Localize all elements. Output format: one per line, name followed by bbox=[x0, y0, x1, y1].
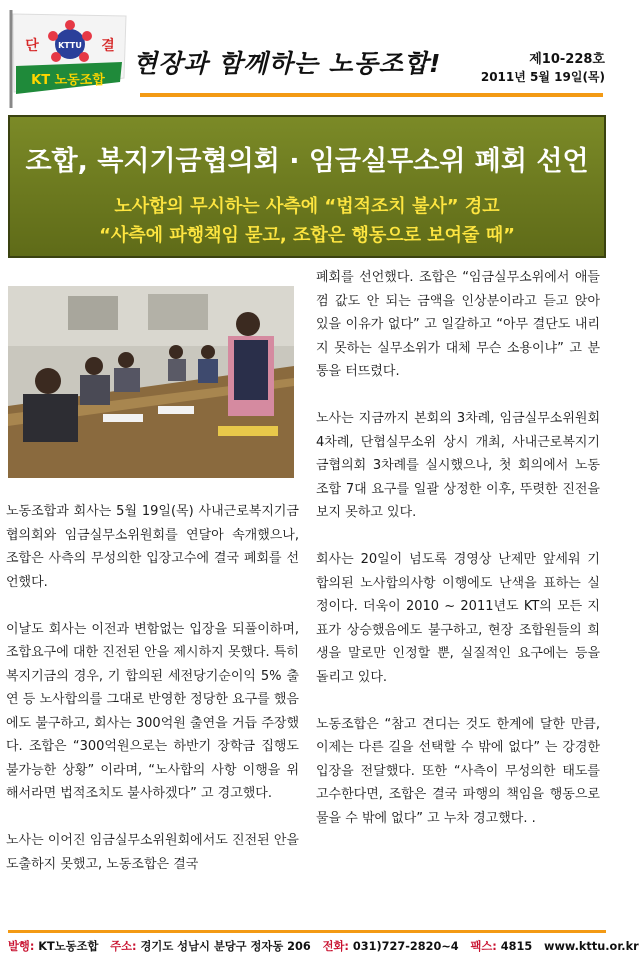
article-paragraph: 폐회를 선언했다. 조합은 “임금실무소위에서 애들 껌 값도 안 되는 금액을 인상분이라고 듣고 앉아 있을 이유가 없다” 고 일갈하고 “아무 결단도 내리지 못하는 실무소위가 대체 무슨 소용이냐” 고 분통을 터뜨렸다. bbox=[316, 270, 600, 379]
issue-number: 제10-228호 bbox=[529, 52, 605, 67]
flag-logo-text: KTTU bbox=[58, 41, 82, 50]
svg-text:KT 노동조합: KT 노동조합 bbox=[31, 73, 105, 88]
address-label: 주소: bbox=[110, 940, 137, 953]
publisher: KT노동조합 bbox=[38, 940, 99, 953]
newsletter-slogan: 현장과 함께하는 노동조합! bbox=[133, 49, 442, 78]
article-paragraph: 회사는 20일이 넘도록 경영상 난제만 앞세워 기 합의된 노사합의사항 이행에도 난색을 표하는 실정이다. 더욱이 2010 ~ 2011년도 KT의 모든 지표가 상승했음에도 불구하고, 현장 조합원들의 희생을 말로만 인정할 뿐, 실질적인 요구에는 등을 돌리고 있다. bbox=[316, 552, 600, 685]
article-paragraph: 노사는 지금까지 본회의 3차례, 임금실무소위원회 4차례, 단협실무소위 상시 개최, 사내근로복지기금협의회 3차례를 실시했으나, 첫 회의에서 노동조합 7대 요구를 일괄 상정한 이후, 뚜렷한 진전을 보지 못하고 있다. bbox=[316, 411, 600, 520]
svg-text:결: 결 bbox=[101, 38, 115, 54]
website-link[interactable]: www.kttu.or.kr bbox=[544, 940, 639, 953]
article-paragraph: 노동조합과 회사는 5월 19일(목) 사내근로복지기금협의회와 임금실무소위원회를 연달아 속개했으나, 조합은 사측의 무성의한 입장고수에 결국 폐회를 선언했다. bbox=[6, 504, 299, 590]
article-column-right bbox=[316, 266, 600, 830]
subheadline-1: 노사합의 무시하는 사측에 “법적조치 불사” 경고 bbox=[114, 196, 500, 217]
footer-divider bbox=[8, 930, 606, 933]
phone: 031)727-2820~4 bbox=[352, 940, 459, 953]
address: 경기도 성남시 분당구 정자동 206 bbox=[140, 940, 311, 953]
svg-text:단: 단 bbox=[25, 38, 39, 54]
meeting-photo bbox=[8, 286, 294, 478]
headline: 조합, 복지기금협의회 · 임금실무소위 폐회 선언 bbox=[25, 146, 589, 177]
phone-label: 전화: bbox=[322, 940, 349, 953]
subheadline-2: “사측에 파행책임 묻고, 조합은 행동으로 보여줄 때” bbox=[99, 225, 515, 246]
footer bbox=[8, 938, 639, 954]
headline-banner bbox=[8, 115, 606, 258]
article-paragraph: 노사는 이어진 임금실무소위원회에서도 진전된 안을 도출하지 못했고, 노동조합은 결국 bbox=[6, 833, 299, 872]
article-paragraph: 노동조합은 “참고 견디는 것도 한계에 달한 만큼, 이제는 다른 길을 선택할 수 밖에 없다” 는 강경한 입장을 전달했다. 또한 “사측이 무성의한 태도를 고수한다면, 조합은 결국 파행의 책임을 행동으로 물을 수 밖에 없다” 고 누차 경고했다. . bbox=[316, 716, 600, 826]
issue-date: 2011년 5월 19일(목) bbox=[480, 70, 605, 84]
fax-label: 팩스: bbox=[470, 940, 497, 953]
fax: 4815 bbox=[500, 940, 533, 953]
header-divider bbox=[140, 93, 495, 97]
publisher-label: 발행: bbox=[8, 940, 35, 953]
union-flag-logo bbox=[8, 8, 130, 108]
article-paragraph: 이날도 회사는 이전과 변함없는 입장을 되풀이하며, 조합요구에 대한 진전된 안을 제시하지 못했다. 특히 복지기금의 경우, 기 합의된 세전당기순이익 5% 출연 등 노사합의를 그대로 반영한 정당한 요구를 했음에도 불구하고, 회사는 300억원 출연을 거듭 주장했다. 조합은 “300억원으로는 하반기 장학금 집행도 불가능한 상황” 이라며, “노사합의 사항 이행을 위해서라면 법적조치도 불사하겠다” 고 경고했다. bbox=[6, 621, 299, 801]
article-column-left bbox=[6, 500, 299, 876]
header-divider-right bbox=[495, 93, 603, 97]
